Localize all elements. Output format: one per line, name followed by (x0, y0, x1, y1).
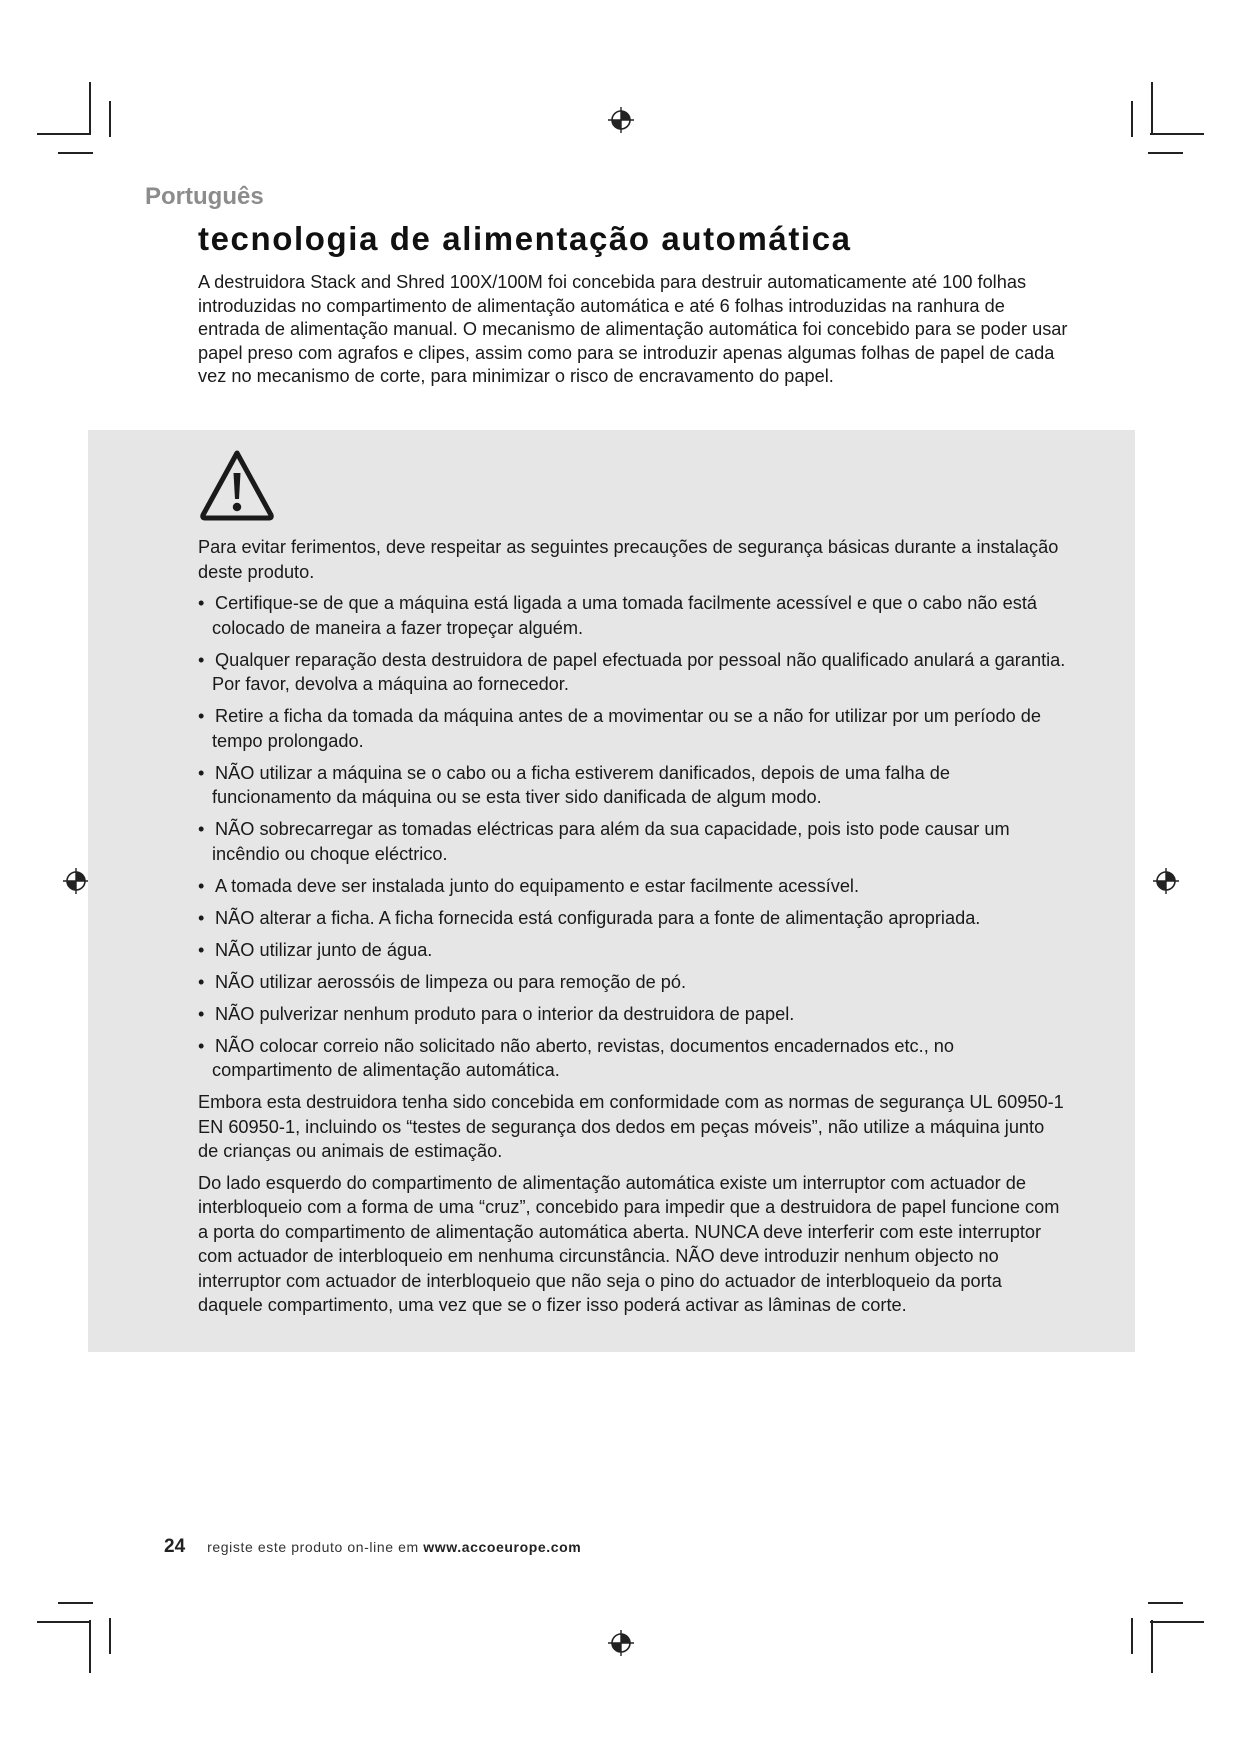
list-item: • NÃO sobrecarregar as tomadas eléctricas para além da sua capacidade, pois isto pode causar um incêndio ou choque eléctrico. (198, 819, 1010, 864)
list-item: • A tomada deve ser instalada junto do equipamento e estar facilmente acessível. (198, 875, 860, 896)
crop-mark (1148, 1602, 1183, 1604)
intro-paragraph: A destruidora Stack and Shred 100X/100M foi concebida para destruir automaticamente até 100 folhas introduzidas no compartimento de alimentação automática e até 6 folhas introduzidas na ranhura de entrada de alimentação manual. O mecanismo de alimentação automática foi concebido para se poder usar papel preso com agrafos e clipes, assim como para se introduzir apenas algumas folhas de papel de cada vez no mecanismo de corte, para minimizar o risco de encravamento do papel. (198, 272, 1068, 387)
crop-mark (1150, 1621, 1204, 1623)
list-item: • NÃO pulverizar nenhum produto para o interior da destruidora de papel. (198, 1003, 795, 1024)
safety-standards-paragraph: Embora esta destruidora tenha sido concebida em conformidade com as normas de segurança UL 60950-1 EN 60950-1, incluindo os “testes de segurança dos dedos em peças móveis”, não utilize a máquina junto de crianças ou animais de estimação. (198, 1092, 1064, 1161)
page-footer (164, 1536, 581, 1558)
language-label: Português (145, 183, 264, 210)
crop-mark (1131, 101, 1133, 137)
footer-url-link[interactable]: www.accoeurope.com (423, 1539, 582, 1555)
crop-mark (89, 82, 91, 135)
list-item: • NÃO utilizar junto de água. (198, 939, 433, 960)
crop-mark (1131, 1618, 1133, 1654)
crop-mark (1151, 82, 1153, 135)
crop-mark (58, 1602, 93, 1604)
crop-mark (1148, 152, 1183, 154)
registration-mark-icon (61, 866, 91, 896)
list-item: • Qualquer reparação desta destruidora de papel efectuada por pessoal não qualificado anulará a garantia. Por favor, devolva a máquina ao fornecedor. (198, 649, 1066, 694)
crop-mark (109, 1618, 111, 1654)
crop-mark (1150, 133, 1204, 135)
warning-triangle-icon (198, 447, 276, 523)
registration-mark-icon (606, 105, 636, 135)
registration-mark-icon (606, 1628, 636, 1658)
page-number: 24 (164, 1536, 186, 1557)
list-item: • NÃO utilizar a máquina se o cabo ou a ficha estiverem danificados, depois de uma falha de funcionamento da máquina ou se esta tiver sido danificada de algum modo. (198, 762, 950, 807)
page-title: tecnologia de alimentação automática (198, 220, 852, 257)
crop-mark (89, 1620, 91, 1673)
crop-mark (58, 152, 93, 154)
interlock-paragraph: Do lado esquerdo do compartimento de alimentação automática existe um interruptor com actuador de interbloqueio com a forma de uma “cruz”, concebido para impedir que a destruidora de papel funcione com a porta do compartimento de alimentação automática aberta. NUNCA deve interferir com este interruptor com actuador de interbloqueio em nenhuma circunstância. NÃO deve introduzir nenhum objecto no interruptor com actuador de interbloqueio que não seja o pino do actuador de interbloqueio da porta daquele compartimento, uma vez que se o fizer isso poderá activar as lâminas de corte. (198, 1172, 1060, 1315)
safety-instructions (198, 535, 1068, 1325)
list-item: • NÃO colocar correio não solicitado não aberto, revistas, documentos encadernados etc., no compartimento de alimentação automática. (198, 1035, 955, 1080)
footer-text: registe este produto on-line em (207, 1539, 419, 1555)
list-item: • Retire a ficha da tomada da máquina antes de a movimentar ou se a não for utilizar por um período de tempo prolongado. (198, 706, 1041, 751)
crop-mark (109, 101, 111, 137)
list-item: • Certifique-se de que a máquina está ligada a uma tomada facilmente acessível e que o cabo não está colocado de maneira a fazer tropeçar alguém. (198, 593, 1037, 638)
crop-mark (37, 1621, 91, 1623)
crop-mark (1151, 1620, 1153, 1673)
warning-lead: Para evitar ferimentos, deve respeitar as seguintes precauções de segurança básicas durante a instalação deste produto. (198, 537, 1059, 582)
safety-list (198, 591, 1068, 1083)
list-item: • NÃO utilizar aerossóis de limpeza ou para remoção de pó. (198, 971, 687, 992)
crop-mark (37, 133, 91, 135)
registration-mark-icon (1151, 866, 1181, 896)
list-item: • NÃO alterar a ficha. A ficha fornecida está configurada para a fonte de alimentação apropriada. (198, 907, 981, 928)
